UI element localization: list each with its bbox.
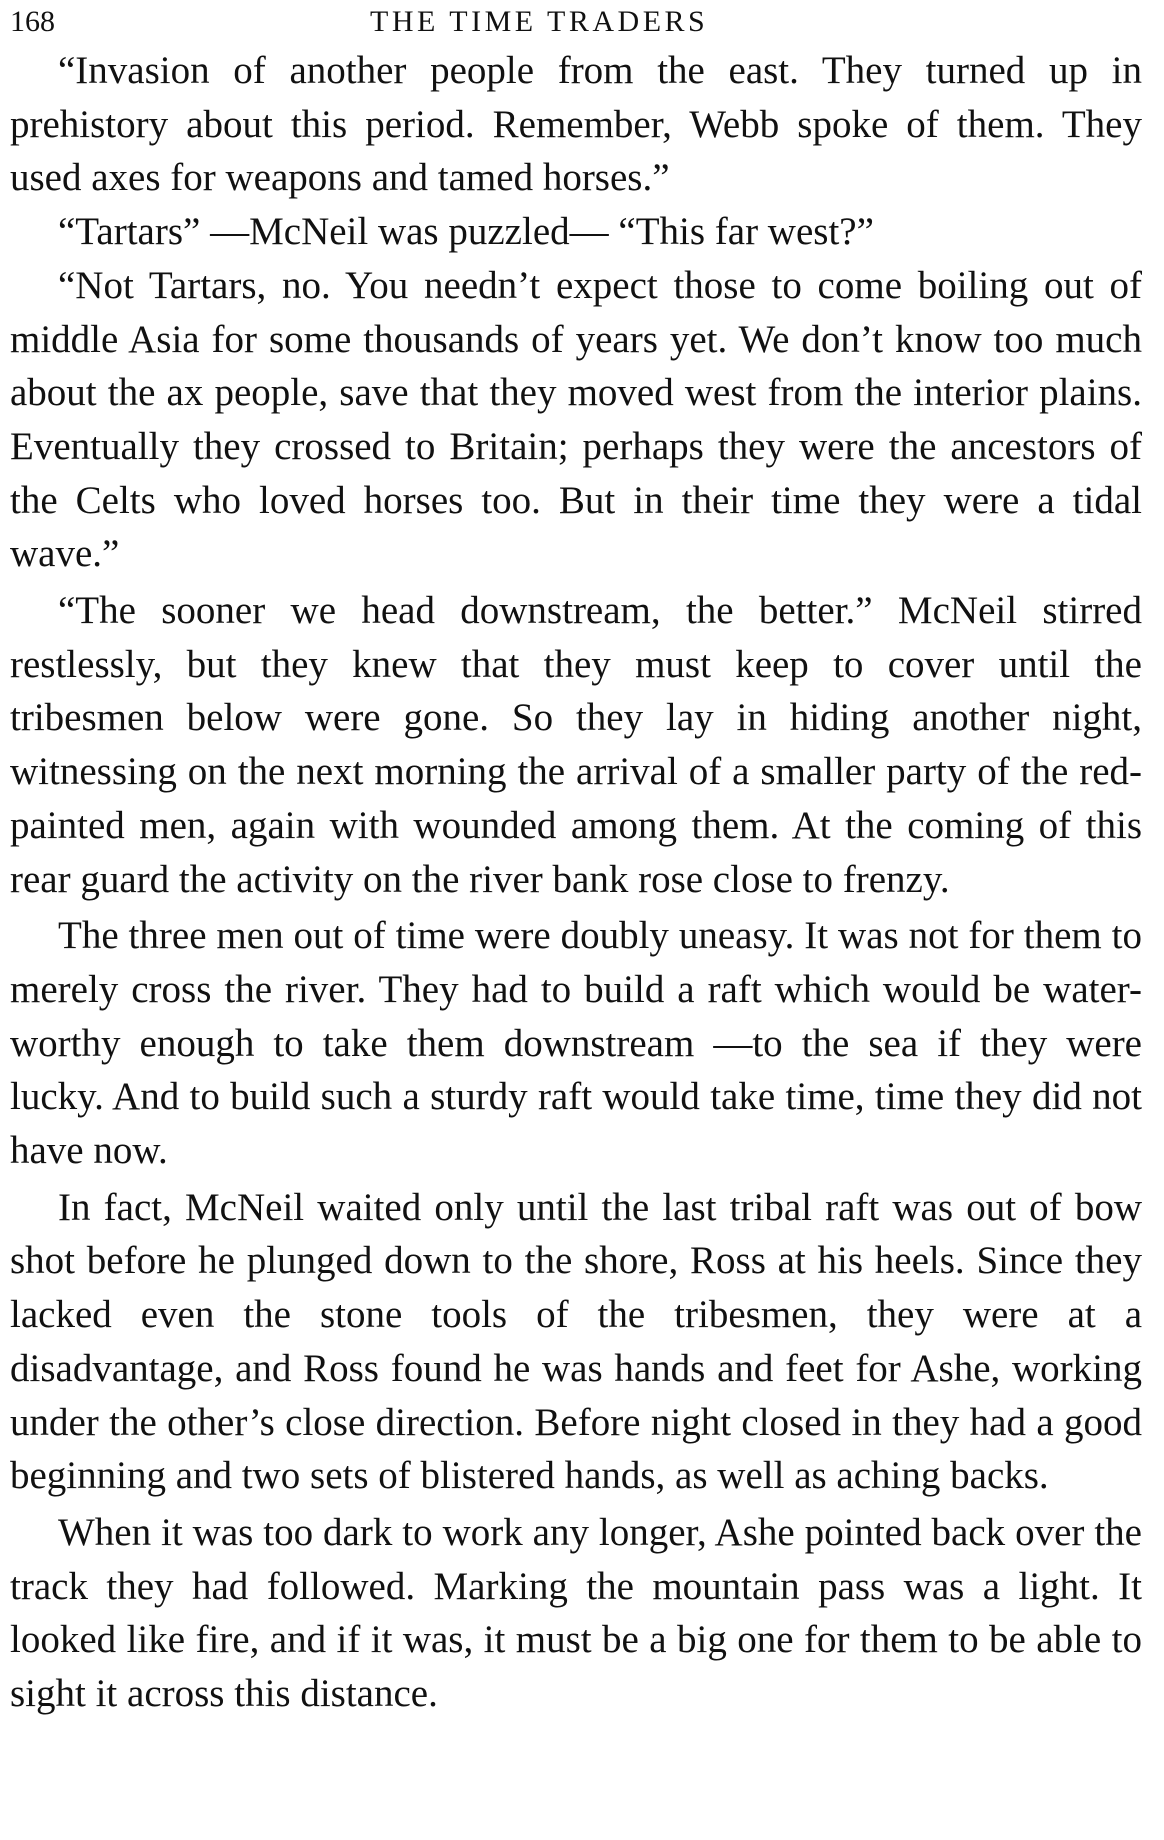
paragraph: When it was too dark to work any longer, Ashe pointed back over the track they had followed. Marking the mountain pass was a light. It looked like fire, and if it was, it must be a big one for them to be able to sight it across this distance.: [10, 1510, 1142, 1716]
paragraph: In fact, McNeil waited only until the last tribal raft was out of bow shot before he plunged down to the shore, Ross at his heels. Since they lacked even the stone tools of the tribesmen, they were at a disadvantage, and Ross found he was hands and feet for Ashe, working under the other’s close direction. Before night closed in they had a good beginning and two sets of blistered hands, as well as aching backs.: [10, 1185, 1142, 1498]
running-head: [10, 0, 1142, 44]
paragraph: The three men out of time were doubly uneasy. It was not for them to merely cross the river. They had to build a raft which would be water-worthy enough to take them downstream —to the sea if they were lucky. And to build such a sturdy raft would take time, time they did not have now.: [10, 914, 1142, 1173]
body-text: [10, 44, 1142, 1721]
paragraph: “Not Tartars, no. You needn’t expect those to come boiling out of middle Asia for some thousands of years yet. We don’t know too much about the ax people, save that they moved west from the interior plains. Eventually they crossed to Britain; perhaps they were the ancestors of the Celts who loved horses too. But in their time they were a tidal wave.”: [10, 263, 1142, 576]
paragraph: “Tartars” —McNeil was puzzled— “This far west?”: [58, 210, 874, 254]
paragraph: “The sooner we head downstream, the better.” McNeil stirred restlessly, but they knew that they must keep to cover until the tribesmen below were gone. So they lay in hiding another night, witnessing on the next morning the arrival of a smaller party of the red-painted men, again with wounded among them. At the coming of this rear guard the activity on the river bank rose close to frenzy.: [10, 589, 1142, 901]
book-title: THE TIME TRADERS: [370, 5, 709, 38]
paragraph: “Invasion of another people from the east. They turned up in prehistory about this period. Remember, Webb spoke of them. They used axes for weapons and tamed horses.”: [10, 49, 1142, 200]
book-page: [10, 0, 1142, 1721]
page-number: 168: [10, 5, 55, 38]
